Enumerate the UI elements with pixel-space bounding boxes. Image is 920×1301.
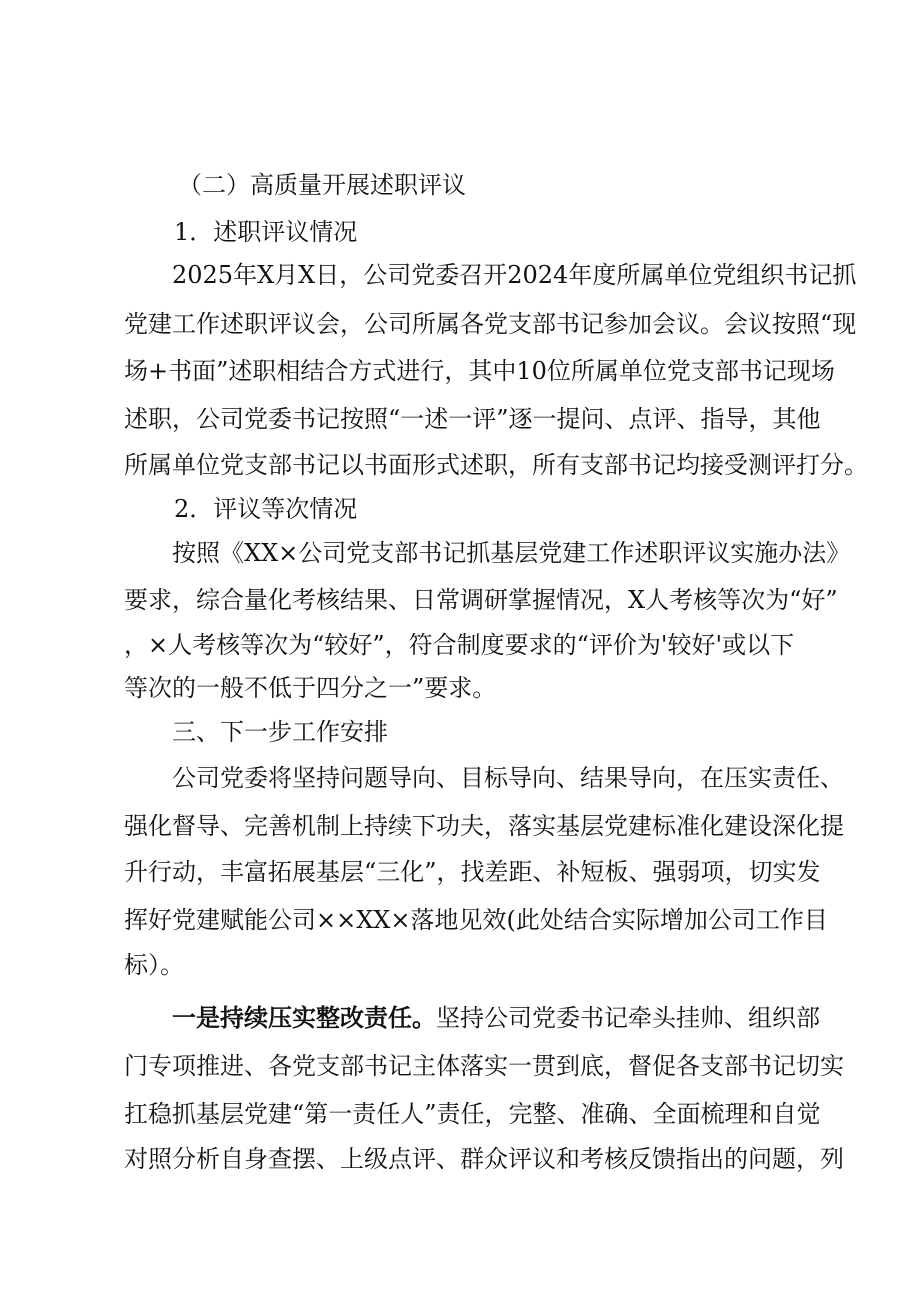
point1-lead: 一是持续压实整改责任。 [172, 1003, 436, 1032]
paragraph-line: 场+书面”述职相结合方式进行，其中10位所属单位党支部书记现场 [124, 357, 835, 385]
point1-first-line-rest: 坚持公司党委书记牵头挂帅、组织部 [436, 1004, 820, 1032]
paragraph-line: 对照分析自身查摆、上级点评、群众评议和考核反馈指出的问题，列 [124, 1145, 844, 1173]
section2-heading: （二）高质量开展述职评议 [178, 171, 466, 199]
paragraph-line: 门专项推进、各党支部书记主体落实一贯到底，督促各支部书记切实 [124, 1052, 844, 1080]
paragraph-line: 述职，公司党委书记按照“一述一评”逐一提问、点评、指导，其他 [124, 405, 821, 433]
paragraph-line: 公司党委将坚持问题导向、目标导向、结果导向，在压实责任、 [172, 764, 844, 792]
point1-first-line [172, 1003, 820, 1033]
paragraph-line: 挥好党建赋能公司××XX×落地见效(此处结合实际增加公司工作目 [124, 906, 828, 934]
paragraph-line: 2025年X月X日，公司党委召开2024年度所属单位党组织书记抓 [172, 261, 857, 289]
paragraph-line: ，×人考核等次为“较好”，符合制度要求的“评价为'较好'或以下 [124, 631, 795, 659]
paragraph-line: 强化督导、完善机制上持续下功夫，落实基层党建标准化建设深化提 [124, 812, 844, 840]
section3-heading: 三、下一步工作安排 [172, 718, 388, 746]
paragraph-line: 升行动，丰富拓展基层“三化”，找差距、补短板、强弱项，切实发 [124, 858, 821, 886]
paragraph-line: 所属单位党支部书记以书面形式述职，所有支部书记均接受测评打分。 [124, 451, 868, 479]
paragraph-line: 要求，综合量化考核结果、日常调研掌握情况，X人考核等次为“好” [124, 586, 838, 614]
sub2-heading: 2．评议等次情况 [174, 495, 358, 523]
sub1-heading: 1．述职评议情况 [174, 218, 358, 246]
paragraph-line: 扛稳抓基层党建“第一责任人”责任，完整、准确、全面梳理和自觉 [124, 1100, 821, 1128]
paragraph-line: 按照《XX×公司党支部书记抓基层党建工作述职评议实施办法》 [172, 539, 851, 567]
paragraph-line: 标）。 [124, 951, 184, 979]
paragraph-line: 党建工作述职评议会，公司所属各党支部书记参加会议。会议按照“现 [124, 310, 857, 338]
paragraph-line: 等次的一般不低于四分之一”要求。 [124, 674, 497, 702]
